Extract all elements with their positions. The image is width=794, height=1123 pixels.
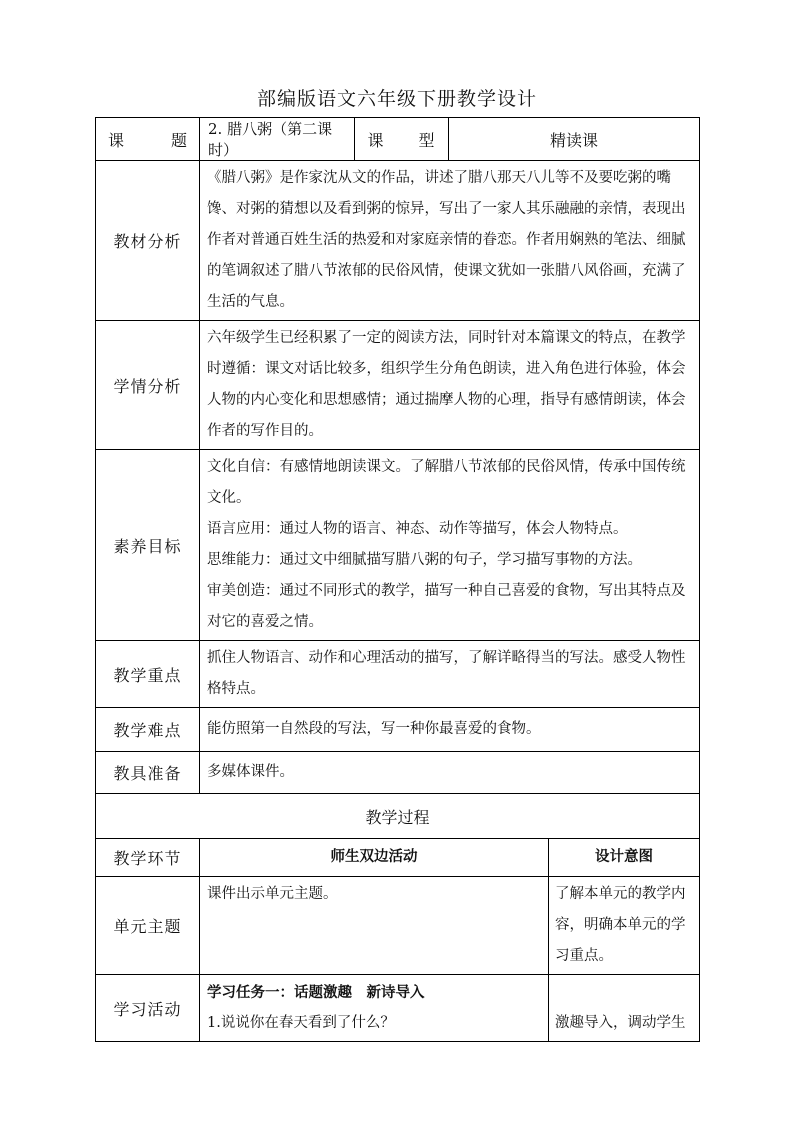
goal-item: 语言应用：通过人物的语言、神态、动作等描写，体会人物特点。	[207, 521, 628, 537]
difficulties-row	[96, 708, 700, 752]
topic-label: 课 题	[96, 118, 200, 161]
task-question: 1.说说你在春天看到了什么？	[207, 1015, 395, 1031]
process-columns-row	[96, 839, 700, 877]
learning-activity-row	[96, 975, 700, 1042]
difficulties-label: 教学难点	[96, 708, 200, 752]
literacy-goals-list	[200, 450, 700, 641]
student-analysis-row	[96, 321, 700, 450]
process-heading: 教学过程	[96, 794, 700, 839]
stage-column-header: 教学环节	[96, 839, 200, 877]
type-label: 课 型	[355, 118, 449, 161]
process-heading-row	[96, 794, 700, 839]
student-analysis-text: 六年级学生已经积累了一定的阅读方法，同时针对本篇课文的特点，在教学时遵循：课文对话比较多，组织学生分角色朗读，进入角色进行体验，体会人物的内心变化和思想感情；通过揣摩人物的心理，指导有感情朗读，体会作者的写作目的。	[200, 321, 700, 450]
difficulties-text: 能仿照第一自然段的写法，写一种你最喜爱的食物。	[200, 708, 700, 752]
learning-activity-intent: 激趣导入，调动学生	[549, 975, 700, 1042]
literacy-goals-row	[96, 450, 700, 641]
key-points-text: 抓住人物语言、动作和心理活动的描写，了解详略得当的写法。感受人物性格特点。	[200, 641, 700, 708]
learning-activity-content	[200, 975, 549, 1042]
document-title: 部编版语文六年级下册教学设计	[256, 88, 537, 110]
unit-theme-intent: 了解本单元的教学内容，明确本单元的学习重点。	[549, 877, 700, 975]
unit-theme-label: 单元主题	[96, 877, 200, 975]
literacy-goals-label: 素养目标	[96, 450, 200, 641]
unit-theme-activity: 课件出示单元主题。	[200, 877, 549, 975]
activity-column-header: 师生双边活动	[200, 839, 549, 877]
learning-activity-label: 学习活动	[96, 975, 200, 1042]
textbook-analysis-label: 教材分析	[96, 161, 200, 321]
topic-value: 2. 腊八粥（第二课时）	[200, 118, 355, 161]
unit-theme-row	[96, 877, 700, 975]
intent-column-header: 设计意图	[549, 839, 700, 877]
lesson-plan-table	[95, 117, 700, 1042]
textbook-analysis-row	[96, 161, 700, 321]
student-analysis-label: 学情分析	[96, 321, 200, 450]
type-value: 精读课	[449, 118, 700, 161]
materials-text: 多媒体课件。	[200, 752, 700, 794]
materials-label: 教具准备	[96, 752, 200, 794]
goal-item: 思维能力：通过文中细腻描写腊八粥的句子，学习描写事物的方法。	[207, 552, 642, 568]
goal-item: 审美创造：通过不同形式的教学，描写一种自己喜爱的食物，写出其特点及对它的喜爱之情。	[207, 583, 686, 630]
topic-row	[96, 118, 700, 161]
key-points-label: 教学重点	[96, 641, 200, 708]
goal-item: 文化自信：有感情地朗读课文。了解腊八节浓郁的民俗风情，传承中国传统文化。	[207, 459, 686, 506]
key-points-row	[96, 641, 700, 708]
materials-row	[96, 752, 700, 794]
textbook-analysis-text: 《腊八粥》是作家沈从文的作品，讲述了腊八那天八儿等不及要吃粥的嘴馋、对粥的猜想以及看到粥的惊异，写出了一家人其乐融融的亲情，表现出作者对普通百姓生活的热爱和对家庭亲情的眷恋。作者用娴熟的笔法、细腻的笔调叙述了腊八节浓郁的民俗风情，使课文犹如一张腊八风俗画，充满了生活的气息。	[200, 161, 700, 321]
task-title: 学习任务一：话题激趣 新诗导入	[207, 984, 425, 1001]
